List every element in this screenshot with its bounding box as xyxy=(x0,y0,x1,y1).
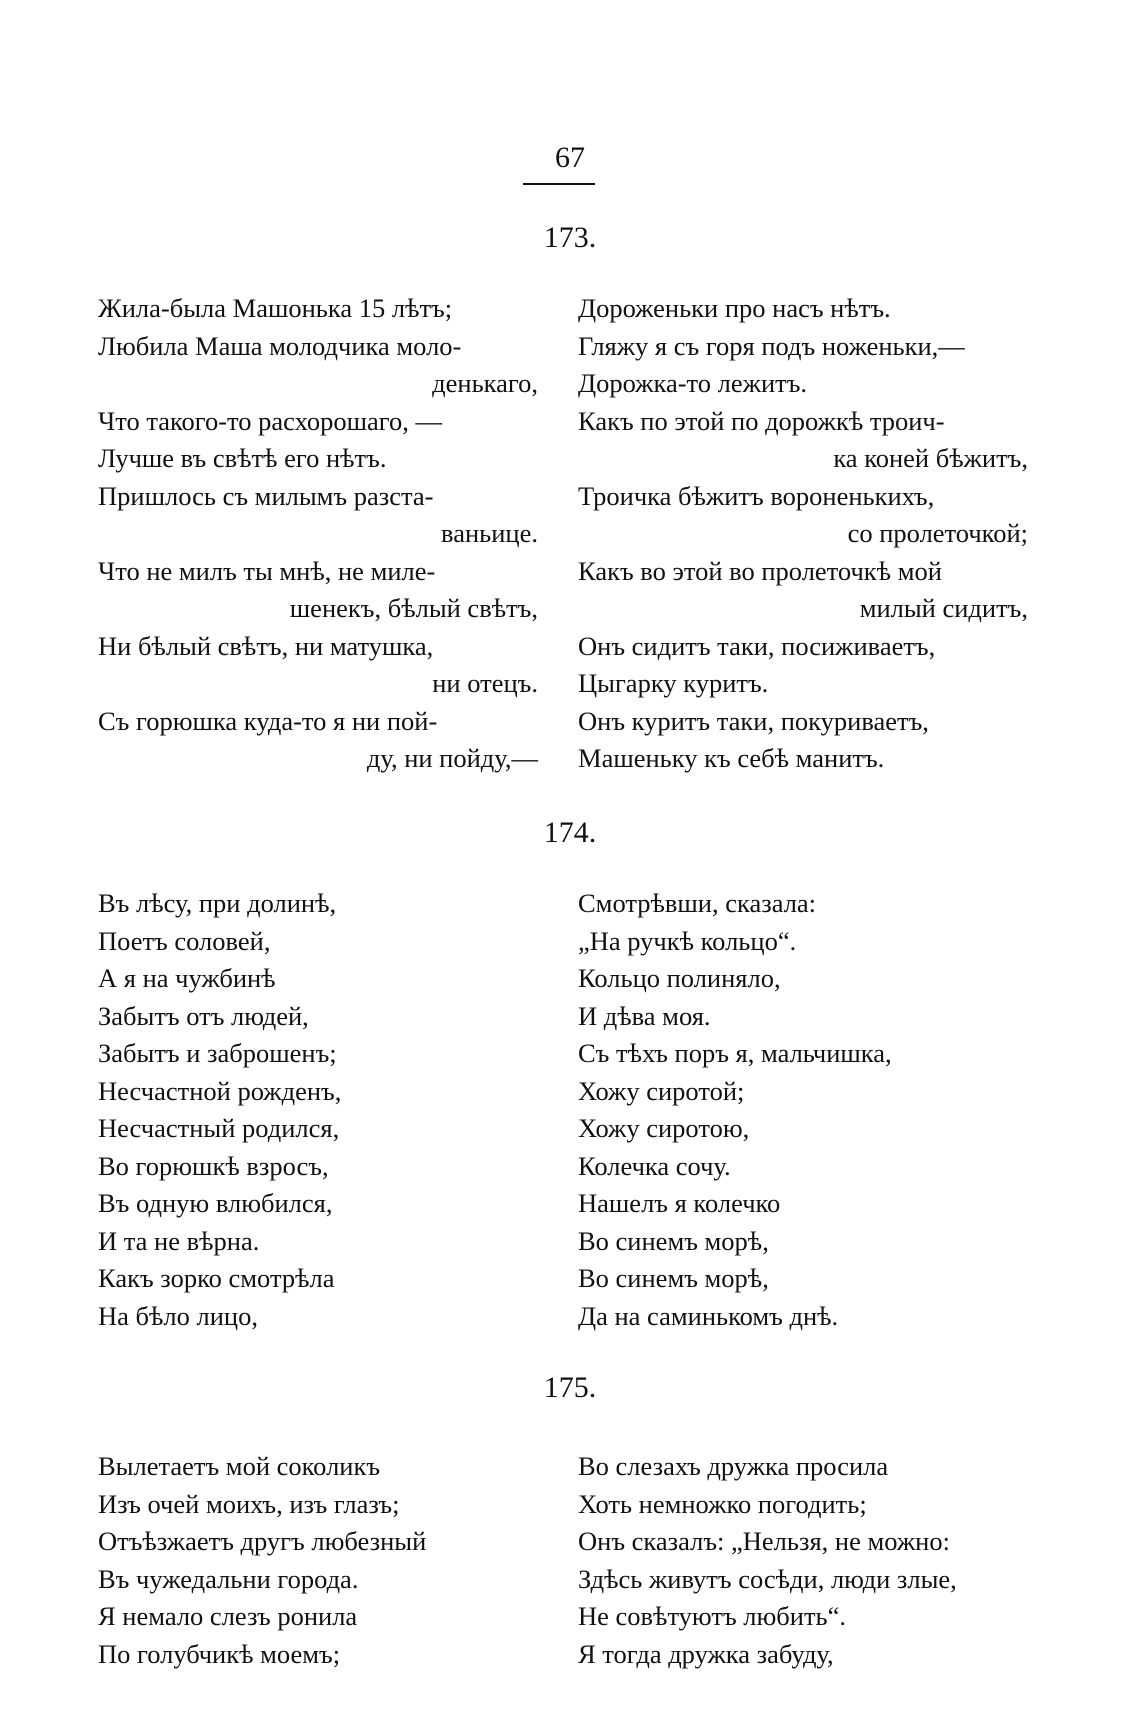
verse-line: Лучше въ свѣтѣ его нѣтъ. xyxy=(98,443,387,473)
verse-line: Я немало слезъ ронила xyxy=(98,1601,358,1631)
verse-line: Онъ сказалъ: „Нельзя, не можно: xyxy=(578,1526,950,1556)
verse-line: Въ чужедальни города. xyxy=(98,1563,359,1594)
verse-line: шенекъ, бѣлый свѣтъ, xyxy=(289,593,538,623)
verse-line: Хоть немножко погодить; xyxy=(578,1488,867,1519)
verse-line: Съ тѣхъ поръ я, мальчишка, xyxy=(578,1038,892,1068)
verse-line: Да на саминькомъ днѣ. xyxy=(578,1300,839,1331)
verse-line: Во синемъ морѣ, xyxy=(578,1225,769,1256)
verse-line: Въ одную влюбился, xyxy=(98,1188,333,1218)
verse-line: Не совѣтуютъ любить“. xyxy=(578,1601,847,1631)
song-173-right-column xyxy=(578,290,1028,778)
verse-line: ду, ни пойду,— xyxy=(366,743,538,773)
verse-line: „На ручкѣ кольцо“. xyxy=(578,925,797,956)
verse-line: Забытъ отъ людей, xyxy=(98,1000,309,1031)
song-175-left-column xyxy=(98,1448,538,1673)
verse-line: Машеньку къ себѣ манитъ. xyxy=(578,743,885,773)
song-173-number: 173. xyxy=(543,221,597,254)
verse-line: Вылетаетъ мой соколикъ xyxy=(98,1451,381,1481)
verse-line: Несчастной рожденъ, xyxy=(98,1075,342,1106)
verse-line: И та не вѣрна. xyxy=(98,1225,260,1256)
verse-line: Смотрѣвши, сказала: xyxy=(578,888,817,918)
verse-line: Колечка сочу. xyxy=(578,1150,731,1181)
verse-line: Здѣсь живутъ сосѣди, люди злые, xyxy=(578,1563,957,1594)
verse-line: Хожу сиротой; xyxy=(578,1075,745,1106)
verse-line: Забытъ и заброшенъ; xyxy=(98,1038,337,1068)
verse-line: Онъ сидитъ таки, посиживаетъ, xyxy=(578,630,936,661)
verse-line: На бѣло лицо, xyxy=(98,1300,258,1331)
verse-line: Я тогда дружка забуду, xyxy=(578,1638,834,1669)
song-175-number: 175. xyxy=(543,1371,597,1404)
verse-line: Цыгарку куритъ. xyxy=(578,668,769,698)
verse-line: Во слезахъ дружка просила xyxy=(578,1451,889,1481)
verse-line: Въ лѣсу, при долинѣ, xyxy=(98,888,337,918)
song-174-number: 174. xyxy=(543,816,597,849)
verse-line: Что такого-то расхорошаго, — xyxy=(98,405,442,436)
verse-line: Жила-была Машонька 15 лѣтъ; xyxy=(98,293,453,323)
verse-line: Во синемъ морѣ, xyxy=(578,1263,769,1293)
verse-line: Ни бѣлый свѣтъ, ни матушка, xyxy=(98,630,434,661)
verse-line: Какъ зорко смотрѣла xyxy=(98,1263,335,1293)
page-number: 67 xyxy=(555,141,585,174)
verse-line: Отъѣзжаетъ другъ любезный xyxy=(98,1526,427,1556)
verse-line: Съ горюшка куда-то я ни пой- xyxy=(98,705,438,736)
verse-line: Поетъ соловей, xyxy=(98,925,271,956)
page-number-rule xyxy=(523,183,595,185)
verse-line: Какъ по этой по дорожкѣ троич- xyxy=(578,405,945,436)
verse-line: Нашелъ я колечко xyxy=(578,1188,781,1218)
verse-line: Любила Маша молодчика моло- xyxy=(98,330,462,361)
verse-line: Дорожка-то лежитъ. xyxy=(578,368,808,398)
verse-line: Дороженьки про насъ нѣтъ. xyxy=(578,293,891,323)
verse-line: Пришлось съ милымъ разста- xyxy=(98,480,434,511)
song-174-left-column xyxy=(98,885,538,1335)
verse-line: Во горюшкѣ взросъ, xyxy=(98,1150,329,1181)
song-173-left-column xyxy=(98,290,538,778)
verse-line: ни отецъ. xyxy=(432,668,538,698)
verse-line: Что не милъ ты мнѣ, не миле- xyxy=(98,555,436,586)
verse-line: со пролеточкой; xyxy=(847,518,1028,548)
verse-line: И дѣва моя. xyxy=(578,1000,711,1031)
verse-line: Какъ во этой во пролеточкѣ мой xyxy=(578,555,942,586)
verse-line: Кольцо полиняло, xyxy=(578,963,781,993)
verse-line: Изъ очей моихъ, изъ глазъ; xyxy=(98,1488,400,1519)
verse-line: денькаго, xyxy=(432,368,538,398)
verse-line: Троичка бѣжитъ вороненькихъ, xyxy=(578,480,935,511)
verse-line: По голубчикѣ моемъ; xyxy=(98,1638,341,1669)
verse-line: Несчастный родился, xyxy=(98,1113,340,1143)
song-175-right-column xyxy=(578,1448,1028,1673)
verse-line: ваньице. xyxy=(441,518,538,548)
verse-line: Гляжу я съ горя подъ ноженьки,— xyxy=(578,330,965,361)
song-174-right-column xyxy=(578,885,1028,1335)
verse-line: Хожу сиротою, xyxy=(578,1113,750,1143)
verse-line: милый сидитъ, xyxy=(859,593,1028,623)
verse-line: ка коней бѣжитъ, xyxy=(833,443,1028,473)
verse-line: А я на чужбинѣ xyxy=(98,963,276,993)
verse-line: Онъ куритъ таки, покуриваетъ, xyxy=(578,705,929,736)
